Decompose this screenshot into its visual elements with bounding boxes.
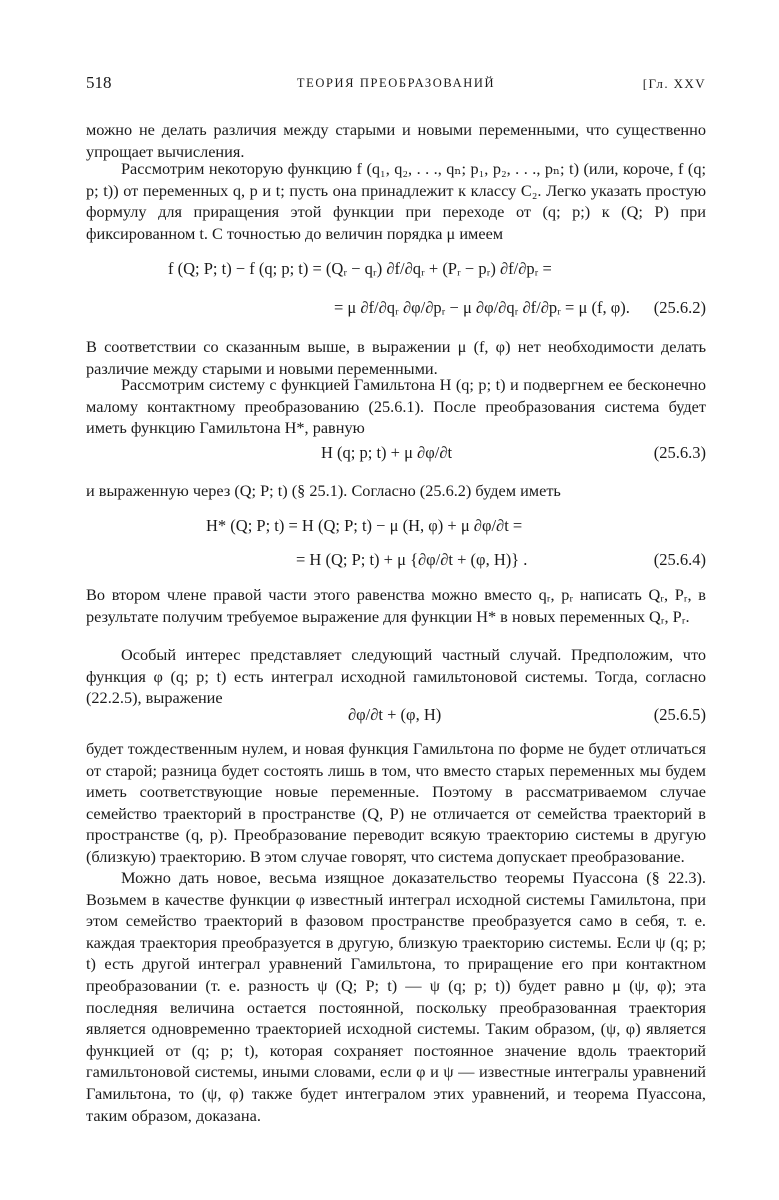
paragraph-identically-zero: будет тождественным нулем, и новая функция Гамильтона по форме не будет отличаться от старой; разница будет состоять лишь в том, что вместо старых переменных мы будем иметь соответствующие новые переменные. Поэтому в рассматриваемом случае семейство траекторий в пространстве (Q, P) не отличается от семейства траекторий в пространстве (q, p). Преобразование переводит всякую траекторию системы в другую (близкую) траекторию. В этом случае говорят, что система допускает преобразование. — [86, 739, 706, 866]
equation-expression: = H (Q; P; t) + μ {∂φ/∂t + (φ, H)} . — [296, 550, 528, 569]
equation-number: (25.6.5) — [653, 705, 706, 724]
equation-25-6-3 — [86, 442, 706, 468]
equation-expression: = μ ∂f/∂qᵣ ∂φ/∂pᵣ − μ ∂φ/∂qᵣ ∂f/∂pᵣ = μ (f, φ). — [334, 298, 630, 317]
equation-25-6-2-line2 — [86, 297, 706, 323]
equation-number: (25.6.2) — [653, 298, 706, 317]
paragraph-second-term: Во втором члене правой части этого равенства можно вместо qᵣ, pᵣ написать Qᵣ, Pᵣ, в результате получим требуемое выражение для функции H* в новых переменных Qᵣ, Pᵣ. — [86, 585, 706, 626]
paragraph-special-case: Особый интерес представляет следующий частный случай. Предположим, что функция φ (q; p; t) есть интеграл исходной гамильтоновой системы. Тогда, согласно (22.2.5), выражение — [86, 645, 706, 708]
equation-number: (25.6.3) — [653, 443, 706, 462]
equation-25-6-4-line1 — [86, 515, 706, 541]
page-header — [86, 72, 706, 94]
paragraph-intro: можно не делать различия между старыми и новыми переменными, что существенно упрощает вычисления. — [86, 120, 706, 161]
chapter-label: [Гл. XXV — [642, 76, 706, 91]
paragraph-expressed-via: и выраженную через (Q; P; t) (§ 25.1). Согласно (25.6.2) будем иметь — [86, 481, 561, 500]
paragraph-function-f: Рассмотрим некоторую функцию f (q₁, q₂, . . ., qₙ; p₁, p₂, . . ., pₙ; t) (или, короче, f (q; p; t)) от переменных q, p и t; пусть она принадлежит к классу C₂. Легко указать простую формулу для приращения этой функции при переходе от (q; p;) к (Q; P) при фиксированном t. С точностью до величин порядка μ имеем — [86, 159, 706, 243]
paragraph-hamilton-system: Рассмотрим систему с функцией Гамильтона H (q; p; t) и подвергнем ее бесконечно малому контактному преобразованию (25.6.1). После преобразования система будет иметь функцию Гамильтона H*, равную — [86, 375, 706, 438]
equation-25-6-5 — [86, 704, 706, 730]
equation-expression: H* (Q; P; t) = H (Q; P; t) − μ (H, φ) + μ ∂φ/∂t = — [206, 516, 523, 535]
equation-expression: ∂φ/∂t + (φ, H) — [348, 705, 442, 724]
running-title: ТЕОРИЯ ПРЕОБРАЗОВАНИЙ — [296, 76, 496, 90]
equation-25-6-2-line1 — [86, 258, 706, 284]
paragraph-no-distinction: В соответствии со сказанным выше, в выражении μ (f, φ) нет необходимости делать различие между старыми и новыми переменными. — [86, 337, 706, 378]
paragraph-poisson-theorem: Можно дать новое, весьма изящное доказательство теоремы Пуассона (§ 22.3). Возьмем в качестве функции φ известный интеграл исходной системы Гамильтона, при этом семейство траекторий в фазовом пространстве преобразуется само в себя, т. е. каждая траектория преобразуется в другую, близкую траекторию системы. Если ψ (q; p; t) есть другой интеграл уравнений Гамильтона, то приращение его при контактном преобразовании (т. е. разность ψ (Q; P; t) — ψ (q; p; t)) будет равно μ (ψ, φ); эта последняя величина остается постоянной, поскольку преобразованная траектория является одновременно траекторией исходной системы. Таким образом, (ψ, φ) является функцией от (q; p; t), которая сохраняет постоянное значение вдоль траекторий гамильтоновой системы, иными словами, если φ и ψ — известные интегралы уравнений Гамильтона, то (ψ, φ) также будет интегралом этих уравнений, и теорема Пуассона, таким образом, доказана. — [86, 868, 706, 1125]
equation-expression: f (Q; P; t) − f (q; p; t) = (Qᵣ − qᵣ) ∂f/∂qᵣ + (Pᵣ − pᵣ) ∂f/∂pᵣ = — [168, 259, 552, 278]
page-number: 518 — [86, 73, 112, 92]
equation-25-6-4-line2 — [86, 549, 706, 575]
equation-number: (25.6.4) — [653, 550, 706, 569]
equation-expression: H (q; p; t) + μ ∂φ/∂t — [321, 443, 453, 462]
